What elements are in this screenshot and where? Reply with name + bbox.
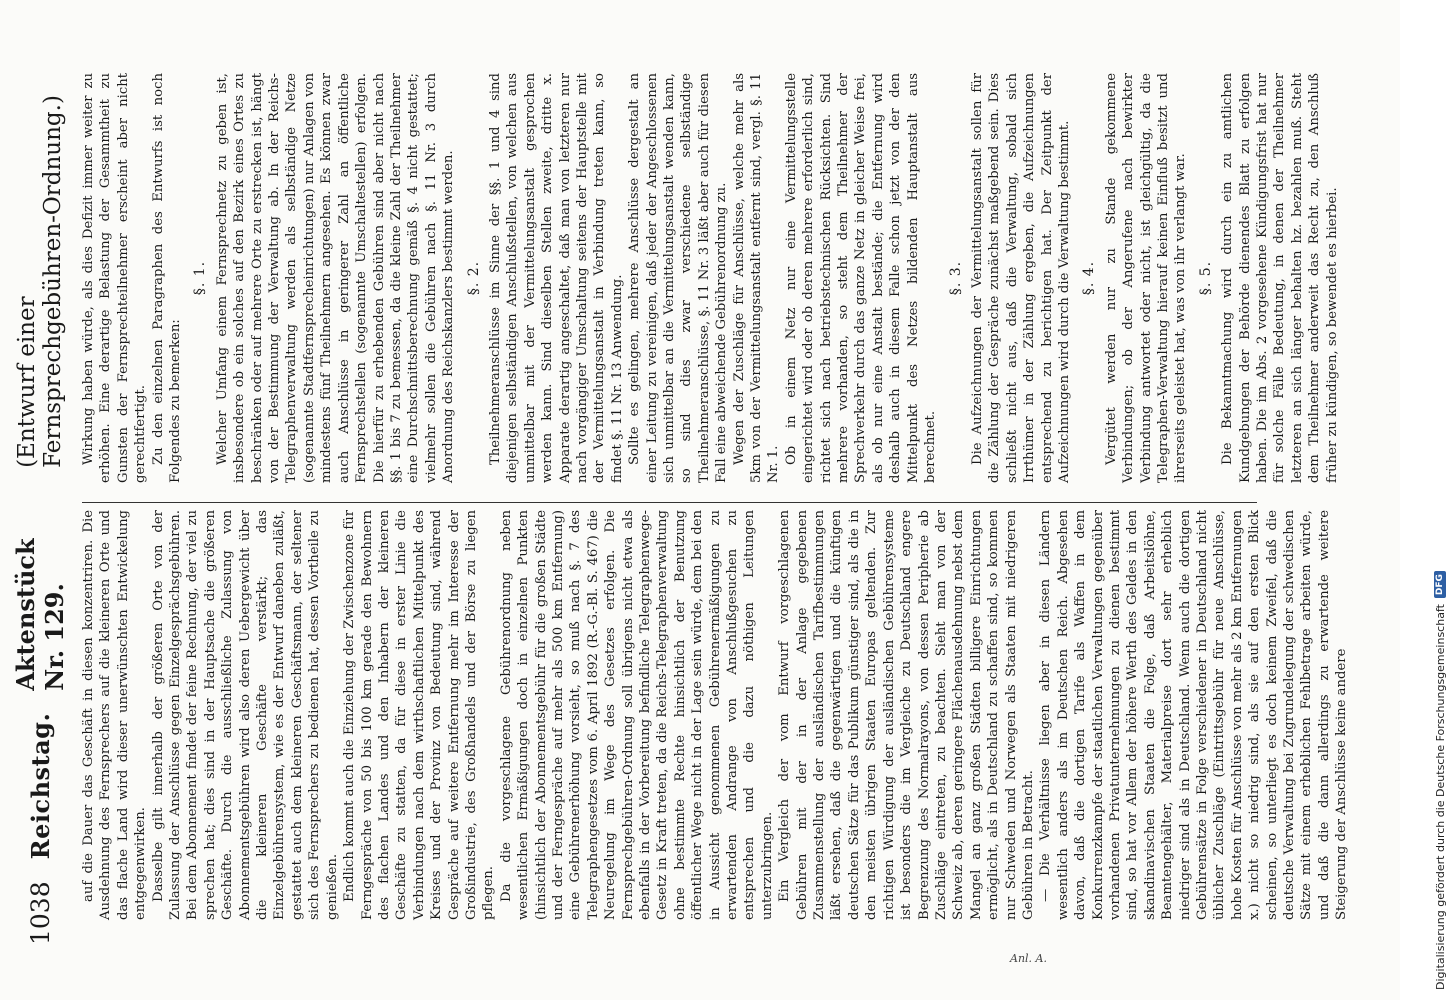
left-paragraph: Da die vorgeschlagene Gebührenordnung neben wesentlichen Ermäßigungen doch in einzelnen Punkten (hinsichtlich der Abonnementsgebühr für die großen Städte und der Ferngespräche auf mehr als 500 km Entfernung) eine Gebührenerhöhung vorsieht, so muß nach §. 7 des Telegraphengesetzes vom 6. April 1892 (R.-G.-Bl. S. 467) die Neuregelung im Wege des Gesetzes erfolgen. Die Fernsprechgebühren-Ordnung soll übrigens nicht etwa als ebenfalls in der Vorbereitung befindliche Telegraphenwege-Gesetz in Kraft treten, da die Reichs-Telegraphenverwaltung ohne bestimmte Rechte hinsichtlich der Benutzung öffentlicher Wege nicht in der Lage sein würde, dem bei den in Aussicht genommenen Gebührenermäßigungen zu erwartenden Andrange von Anschlußgesuchen zu entsprechen und die dazu nöthigen Leitungen unterzubringen. (498, 510, 775, 920)
section-heading-5: §. 5. (1197, 260, 1214, 296)
section-2-paragraph: Theilnehmeranschlüsse im Sinne der §§. 1 und 4 sind diejenigen selbständigen Anschlußstellen, von welchen aus unmittelbar mit der Vermittelungsanstalt gesprochen werden kann. Sind dieselben Stellen zweite, dritte x. Apparate derartig angeschaltet, daß man von letzteren nur nach vorgängiger Umschaltung seitens der Hauptstelle mit der Vermittelungsanstalt in Verbindung treten kann, so findet §. 11 Nr. 13 Anwendung. (487, 73, 625, 483)
section-2-paragraph: Ob in einem Netz nur eine Vermittelungsstelle eingerichtet wird oder ob deren mehrere erforderlich sind, richtet sich nach betriebstechnischen Rücksichten. Sind mehrere vorhanden, so steht dem Theilnehmer der Sprechverkehr durch das ganze Netz in gleicher Weise frei, als ob nur eine Anstalt bestände; die Entfernung wird deshalb auch in diesem Falle schon jetzt von der den Mittelpunkt des Netzes bildenden Hauptanstalt aus berechnet. (783, 73, 939, 483)
left-paragraph: — Die Verhältnisse liegen aber in diesen Ländern wesentlich anders als im Deutschen Reich. Abgesehen davon, daß die dortigen Tarife als Waffen in dem Konkurrenzkampfe der staatlichen Verwaltungen gegenüber vorhandenen Privatunternehmungen zu dienen bestimmt sind, so hat vor Allem der höhere Werth des Geldes in den skandinavischen Staaten die Folge, daß Arbeitslöhne, Beamtengehälter, Materialpreise dort sehr erheblich niedriger sind als in Deutschland. Wenn auch die dortigen Gebührensätze in Folge verschiedener in Deutschland nicht üblicher Zuschläge (Eintrittsgebühr für neue Anschlüsse, hohe Kosten für Anschlüsse von mehr als 2 km Entfernungen x.) nicht so niedrig sind, als sie auf den ersten Blick scheinen, so unterliegt es doch keinem Zweifel, daß die deutsche Verwaltung bei Zugrundelegung der schwedischen Sätze mit einem erheblichen Fehlbetrage arbeiten würde, und daß die dann allerdings zu erwartende weitere Steigerung der Anschlüsse keine andere (1038, 509, 1350, 920)
left-text-column (80, 509, 1350, 920)
section-heading-1: §. 1. (192, 260, 209, 296)
credit-text: Digitalisierung gefördert durch die Deutsche Forschungsgemeinschaft (1433, 604, 1447, 990)
digitization-credit (1432, 10, 1448, 990)
section-3-paragraph: Die Aufzeichnungen der Vermittelungsanstalt sollen für die Zählung der Gespräche zunächst maßgebend sein. Dies schließt nicht aus, daß die Verwaltung, sobald sich Irrthümer in der Zählung ergeben, die Aufzeichnungen entsprechend zu berichtigen hat. Der Zeitpunkt der Aufzeichnungen wird durch die Verwaltung bestimmt. (969, 73, 1072, 483)
left-paragraph: Endlich kommt auch die Einziehung der Zwischenzone für Ferngespräche von 50 bis 100 km gerade den Bewohnern des flachen Landes und den Inhabern der kleineren Geschäfte zu statten, da für diese in erster Linie die Verbindungen nach dem wirthschaftlichen Mittelpunkt des Kreises und der Provinz von Bedeutung sind, während Gespräche auf weitere Entfernung mehr im Interesse der Großindustrie, des Großhandels und der Börse zu liegen pflegen. (342, 510, 497, 920)
page-number: 1038 (25, 881, 55, 945)
section-heading-2: §. 2. (465, 260, 482, 296)
section-heading-4: §. 4. (1081, 260, 1098, 296)
section-2-paragraph: Wegen der Zuschläge für Anschlüsse, welche mehr als 5km von der Vermittelungsanstalt entfernt sind, vergl. §. 11 Nr. 1. (731, 73, 782, 483)
document-title: Aktenstück Nr. 129. (11, 538, 69, 691)
section-4-paragraph: Vergütet werden nur zu Stande gekommene Verbindungen; ob der Angerufene nach bewirkter Verbindung antwortet oder nicht, ist gleichgültig, da die Telegraphen-Verwaltung hierauf keinen Einfluß besitzt und ihrerseits geleistet hat, was von ihr verlangt war. (1103, 73, 1189, 483)
section-1-paragraph: Welcher Umfang einem Fernsprechnetz zu geben ist, insbesondere ob ein solches auf den Bezirk eines Ortes zu beschränken oder auf mehrere Orte zu erstrecken ist, hängt von der Bestimmung der Verwaltung ab. In der Reichs-Telegraphenverwaltung werden als selbständige Netze (sogenannte Stadtfernsprecheinrichtungen) nur Anlagen von mindestens fünf Theilnehmern angesehen. Es können zwar auch Anschlüsse in geringerer Zahl an öffentliche Fernsprechstellen (sogenannte Umschaltestellen) erfolgen. Die hierfür zu erhebenden Gebühren sind aber nicht nach §§. 1 bis 7 zu bemessen, da die kleine Zahl der Theilnehmer eine Durchschnittsberechnung gemäß §. 4 nicht gestattet; vielmehr sollen die Gebühren nach §. 11 Nr. 3 durch Anordnung des Reichskanzlers bestimmt werden. (214, 73, 457, 483)
section-5-paragraph: Die Bekanntmachung wird durch ein zu amtlichen Kundgebungen der Behörde dienendes Blatt zu erfolgen haben. Die im Abs. 2 vorgesehene Kündigungsfrist hat nur für solche Fälle Bedeutung, in denen der Theilnehmer letzteren an sich länger behalten hz. bezahlen muß. Steht dem Theilnehmer anderweit das Recht zu, den Anschluß früher zu kündigen, so bewendet es hierbei. (1220, 73, 1340, 483)
section-heading-3: §. 3. (947, 260, 964, 296)
right-text-column (80, 73, 1340, 483)
dfg-logo-icon: DFG (1434, 571, 1446, 598)
left-paragraph: auf die Dauer das Geschäft in diesen konzentriren. Die Ausdehnung des Fernsprechers auf die kleineren Orte und das flache Land wird dieser unerwünschten Entwickelung entgegenwirken. (81, 510, 149, 920)
page-header (10, 55, 70, 945)
right-intro-paragraph: Zu den einzelnen Paragraphen des Entwurfs ist noch Folgendes zu bemerken: (150, 73, 184, 483)
publication-label: Reichstag. (25, 712, 55, 860)
right-intro-paragraph: Wirkung haben würde, als dies Defizit immer weiter zu erhöhen. Eine derartige Belastung der Gesammtheit zu Gunsten der Fernsprechteilnehmer erscheint aber nicht gerechtfertigt. (81, 73, 149, 483)
section-2-paragraph: Sollte es gelingen, mehrere Anschlüsse dergestalt an einer Leitung zu vereinigen, daß jeder der Angeschlossenen sich unmittelbar an die Vermittelungsanstalt wenden kann, so sind dies zwar verschiedene selbständige Theilnehmeranschlüsse, §. 11 Nr. 3 läßt aber auch für diesen Fall eine abweichende Gebührenordnung zu. (627, 73, 730, 483)
document-subtitle: (Entwurf einer Fernsprechgebühren-Ordnung.) (14, 95, 66, 468)
left-paragraph: Dasselbe gilt innerhalb der größeren Orte von der Zulassung der Anschlüsse gegen Einzelgesprächsgebühren. Bei dem Abonnement findet der feine Rechnung, der viel zu sprechen hat; dies sind in der Hauptsache die größeren Geschäfte. Durch die ausschließliche Zulassung von Abonnementsgebühren wird also deren Uebergewicht über die kleineren Geschäfte verstärkt; das Einzelgebührensystem, wie es der Entwurf daneben zuläßt, gestattet auch dem kleineren Geschäftsmann, der seltener sich des Fernsprechers zu bedienen hat, dessen Vortheile zu genießen. (150, 510, 340, 920)
left-paragraph: Ein Vergleich der vom Entwurf vorgeschlagenen Gebühren mit der in der Anlage gegebenen Zusammenstellung der ausländischen Tarifbestimmungen läßt ersehen, daß die gegenwärtigen und die künftigen deutschen Sätze für das Publikum günstiger sind, als die in den meisten übrigen Staaten Europas geltenden. Zur richtigen Würdigung der ausländischen Gebührensysteme ist besonders die im Vergleiche zu Deutschland engere Begrenzung des Normalrayons, von dessen Peripherie ab Zuschläge eintreten, zu beachten. Sieht man von der Schweiz ab, deren geringere Flächenausdehnung nebst dem Mangel an ganz großen Städten billigere Einrichtungen ermöglicht, als in Deutschland zu schaffen sind, so kommen nur Schweden und Norwegen als Staaten mit niedrigeren Gebühren in Betracht. (777, 510, 1036, 920)
margin-annotation: Anl. A. (1010, 952, 1047, 965)
column-divider (82, 502, 1257, 503)
